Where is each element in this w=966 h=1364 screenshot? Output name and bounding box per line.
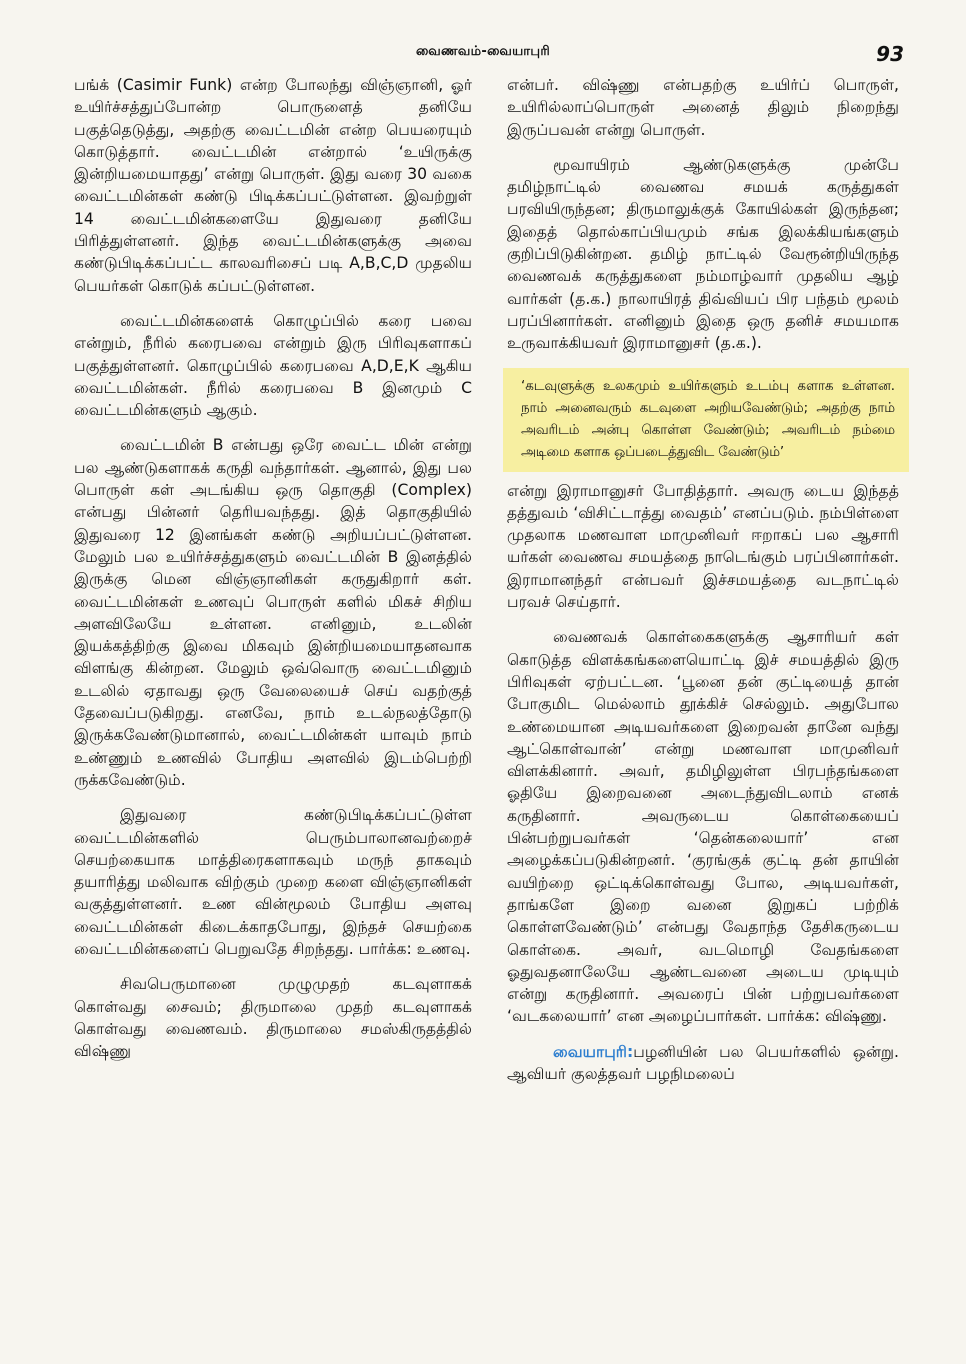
entry-headword: வையாபுரி: [553, 1042, 634, 1061]
paragraph-ramanuja-teaching: என்று இராமானுசர் போதித்தார். அவரு டைய இந்தத் தத்துவம் ‘விசிட்டாத்து வைதம்’ எனப்படும். நம்பிள்ளை முதலாக மணவாள மாமுனிவர் ஈறாகப் பல ஆசாரி யர்கள் வைணவ சமயத்தை நாடெங்கும் பரப்பினார்கள். இராமானந்தர் என்பவர் இச்சமயத்தை வடநாட்டில் பரவச் செய்தார். [507, 481, 899, 612]
paragraph-vaishnavism-intro: சிவபெருமானை முழுமுதற் கடவுளாகக் கொள்வது சைவம்; திருமாலை முதற் கடவுளாகக் கொள்வது வைணவம். திருமாலை சமஸ்கிருதத்தில் விஷ்ணு [74, 975, 472, 1061]
paragraph-vaishnava-history: மூவாயிரம் ஆண்டுகளுக்கு முன்பே தமிழ்நாட்டில் வைணவ சமயக் கருத்துகள் பரவியிருந்தன; திருமாலுக்குக் கோயில்கள் இருந்தன; இதைத் தொல்காப்பியமும் சங்க இலக்கியங்களும் குறிப்பிடுகின்றன. தமிழ் நாட்டில் வேரூன்றியிருந்த வைணவக் கருத்துகளை நம்மாழ்வார் முதலிய ஆழ் வார்கள் (த.க.) நாலாயிரத் திவ்வியப் பிர பந்தம் மூலம் பரப்பினார்கள். எனினும் இதை ஒரு தனிச் சமயமாக உருவாக்கியவர் இராமானுசர் (த.க.). [507, 155, 899, 353]
paragraph-vitamin-b-complex: வைட்டமின் B என்பது ஒரே வைட்ட மின் என்று பல ஆண்டுகளாகக் கருதி வந்தார்கள். ஆனால், இது பல பொருள் கள் அடங்கிய ஒரு தொகுதி (Complex) என்பது பின்னர் தெரியவந்தது. இத் தொகுதியில் இதுவரை 12 இனங்கள் கண்டு அறியப்பட்டுள்ளன. மேலும் பல உயிர்ச்சத்துகளும் வைட்டமின் B இனத்தில் இருக்கு மென விஞ்ஞானிகள் கருதுகிறார் கள். வைட்டமின்கள் உணவுப் பொருள் களில் மிகச் சிறிய அளவிலேயே உள்ளன. எனினும், உடலின் இயக்கத்திற்கு இவை மிகவும் இன்றியமையாதனவாக விளங்கு கின்றன. மேலும் ஒவ்வொரு வைட்டமினும் உடலில் ஏதாவது ஒரு வேலையைச் செய் வதற்குத் தேவைப்படுகிறது. எனவே, நாம் உடல்நலத்தோடு இருக்கவேண்டுமானால், வைட்டமின்கள் யாவும் நாம் உண்ணும் உணவில் போதிய அளவில் இடம்பெற்றி ருக்கவேண்டும். [74, 436, 472, 789]
entry-vaiyapuri [507, 1041, 899, 1086]
paragraph-vishnu-meaning: என்பர். விஷ்ணு என்பதற்கு உயிர்ப் பொருள், உயிரில்லாப்பொருள் அனைத் திலும் நிறைந்து இருப்பவன் என்று பொருள். [507, 76, 899, 139]
page-number: 93 [876, 42, 904, 66]
paragraph-synthetic-vitamins: இதுவரை கண்டுபிடிக்கப்பட்டுள்ள வைட்டமின்களில் பெரும்பாலானவற்றைச் செயற்கையாக மாத்திரைகளாகவும் மருந் தாகவும் தயாரித்து மலிவாக விற்கும் முறை களை விஞ்ஞானிகள் வகுத்துள்ளனர். உண வின்மூலம் போதிய அளவு வைட்டமின்கள் கிடைக்காதபோது, இந்தச் செயற்கை வைட்டமின்களைப் பெறுவதே சிறந்தது. பார்க்க: உணவு. [74, 806, 472, 958]
running-title: வைணவம்-வையாபுரி [416, 44, 550, 59]
highlighted-quote: ‘கடவுளுக்கு உலகமும் உயிர்களும் உடம்பு களாக உள்ளன. நாம் அனைவரும் கடவுளை அறியவேண்டும்; அதற்கு நாம் அவரிடம் அன்பு கொள்ள வேண்டும்; அவரிடம் நம்மை அடிமை களாக ஒப்படைத்துவிட வேண்டும்’ [503, 368, 909, 472]
paragraph-two-schools: வைணவக் கொள்கைகளுக்கு ஆசாரியர் கள் கொடுத்த விளக்கங்களையொட்டி இச் சமயத்தில் இரு பிரிவுகள் ஏற்பட்டன. ‘பூனை தன் குட்டியைத் தான் போகுமிட மெல்லாம் தூக்கிச் செல்லும். அதுபோல உண்மையான அடியவர்களை இறைவன் தானே வந்து ஆட்கொள்வான்’ என்று மணவாள மாமுனிவர் விளக்கினார். அவர், தமிழிலுள்ள பிரபந்தங்களை ஓதியே இறைவனை அடைந்துவிடலாம் எனக் கருதினார். அவருடைய கொள்கையைப் பின்பற்றுபவர்கள் ‘தென்கலையார்’ என அழைக்கப்படுகின்றனர். ‘குரங்குக் குட்டி தன் தாயின் வயிற்றை ஒட்டிக்கொள்வது போல, அடியவர்கள், தாங்களே இறை வனை இறுகப் பற்றிக் கொள்ளவேண்டும்’ என்பது வேதாந்த தேசிகருடைய கொள்கை. அவர், வடமொழி வேதங்களை ஓதுவதனாலேயே ஆண்டவனை அடைய முடியும் என்று கருதினார். அவரைப் பின் பற்றுபவர்களை ‘வடகலையார்’ என அழைப்பார்கள். பார்க்க: விஷ்ணு. [507, 628, 899, 1026]
left-column [74, 74, 472, 1075]
paragraph-vitamin-discovery: பங்க் (Casimir Funk) என்ற போலந்து விஞ்ஞானி, ஓர் உயிர்ச்சத்துப்போன்ற பொருளைத் தனியே பகுத்தெடுத்து, அதற்கு வைட்டமின் என்ற பெயரையும் கொடுத்தார். வைட்டமின் என்றால் ‘உயிருக்கு இன்றியமையாதது’ என்று பொருள். இது வரை 30 வகை வைட்டமின்கள் கண்டு பிடிக்கப்பட்டுள்ளன. இவற்றுள் 14 வைட்டமின்களையே இதுவரை தனியே பிரித்துள்ளனர். இந்த வைட்டமின்களுக்கு அவை கண்டுபிடிக்கப்பட்ட காலவரிசைப் படி A,B,C,D முதலிய பெயர்கள் கொடுக் கப்பட்டுள்ளன. [74, 76, 472, 295]
paragraph-vitamin-solubility: வைட்டமின்களைக் கொழுப்பில் கரை பவை என்றும், நீரில் கரைபவை என்றும் இரு பிரிவுகளாகப் பகுத்துள்ளனர். கொழுப்பில் கரைபவை A,D,E,K ஆகிய வைட்டமின்கள். நீரில் கரைபவை B இனமும் C வைட்டமின்களும் ஆகும். [74, 311, 472, 420]
entry-text: பழனியின் பல பெயர்களில் ஒன்று. ஆவியர் குலத்தவர் பழநிமலைப் [507, 1042, 899, 1083]
right-column [507, 74, 899, 1098]
